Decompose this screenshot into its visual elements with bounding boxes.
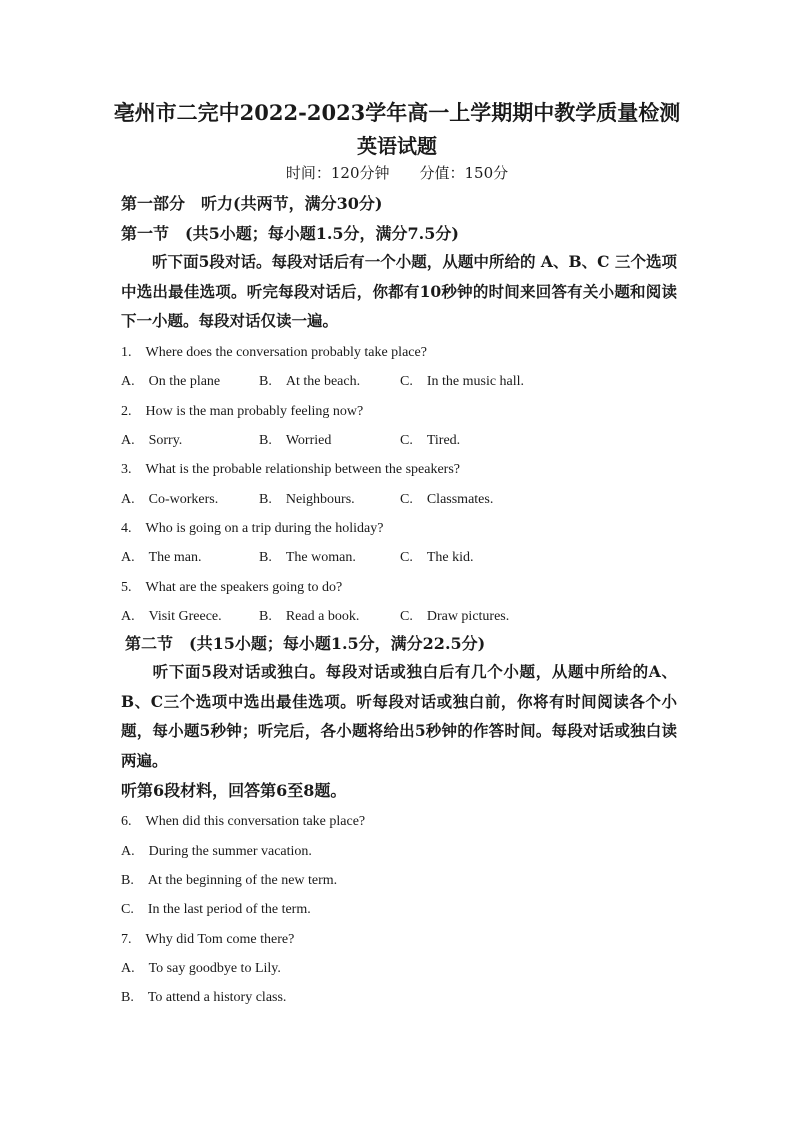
question-2: 2. How is the man probably feeling now? [121,404,364,419]
question-4: 4. Who is going on a trip during the holiday? [121,521,384,536]
question-6-option-a: A. During the summer vacation. [121,844,312,859]
option-b: B. Neighbours. [259,492,355,507]
section2-heading: 第二节 (共15小题；每小题1.5分，满分22.5分) [125,634,486,653]
option-c: C. Tired. [400,433,461,448]
question-7-option-b: B. To attend a history class. [121,990,287,1005]
option-c: C. Classmates. [400,492,494,507]
exam-title: 亳州市二完中2022-2023学年高一上学期期中教学质量检测 [113,100,681,125]
section2-instructions-text: 听下面5段对话或独白。每段对话或独白后有几个小题，从题中所给的A、B、C三个选项中选出最佳选项。听每段对话或独白前，你将有时间阅读各个小题，每小题5秒钟；听完后，各小题将给出5秒钟的作答时间。每段对话或独白读两遍。 [121,662,677,770]
option-a: A. Co-workers. [121,492,219,507]
exam-time: 时间：120分钟 [285,164,390,182]
option-a: A. The man. [121,550,202,565]
section1-instructions [121,247,677,336]
section2-subheading: 听第6段材料，回答第6至8题。 [121,781,347,800]
question-6: 6. When did this conversation take place? [121,814,366,829]
question-7-option-a: A. To say goodbye to Lily. [121,961,281,976]
section1-instructions-text: 听下面5段对话。每段对话后有一个小题，从题中所给的 A、B、C 三个选项中选出最佳选项。听完每段对话后，你都有10秒钟的时间来回答有关小题和阅读下一小题。每段对话仅读一遍。 [121,252,677,330]
option-c: C. Draw pictures. [400,609,510,624]
question-7: 7. Why did Tom come there? [121,932,295,947]
option-b: B. Worried [259,433,332,448]
exam-meta [0,162,794,183]
option-a: A. Visit Greece. [121,609,222,624]
part1-heading: 第一部分 听力(共两节，满分30分) [121,194,383,213]
exam-score: 分值：150分 [419,164,509,182]
section2-instructions [121,657,677,775]
option-a: A. On the plane [121,374,221,389]
option-b: B. Read a book. [259,609,360,624]
question-5: 5. What are the speakers going to do? [121,580,343,595]
option-b: B. The woman. [259,550,356,565]
question-1: 1. Where does the conversation probably take place? [121,345,427,360]
question-6-option-c: C. In the last period of the term. [121,902,311,917]
option-b: B. At the beach. [259,374,361,389]
option-c: C. In the music hall. [400,374,525,389]
question-3: 3. What is the probable relationship between the speakers? [121,462,460,477]
section1-heading: 第一节 (共5小题；每小题1.5分，满分7.5分) [121,224,459,243]
exam-subject: 英语试题 [357,134,437,158]
option-c: C. The kid. [400,550,474,565]
question-6-option-b: B. At the beginning of the new term. [121,873,338,888]
option-a: A. Sorry. [121,433,183,448]
